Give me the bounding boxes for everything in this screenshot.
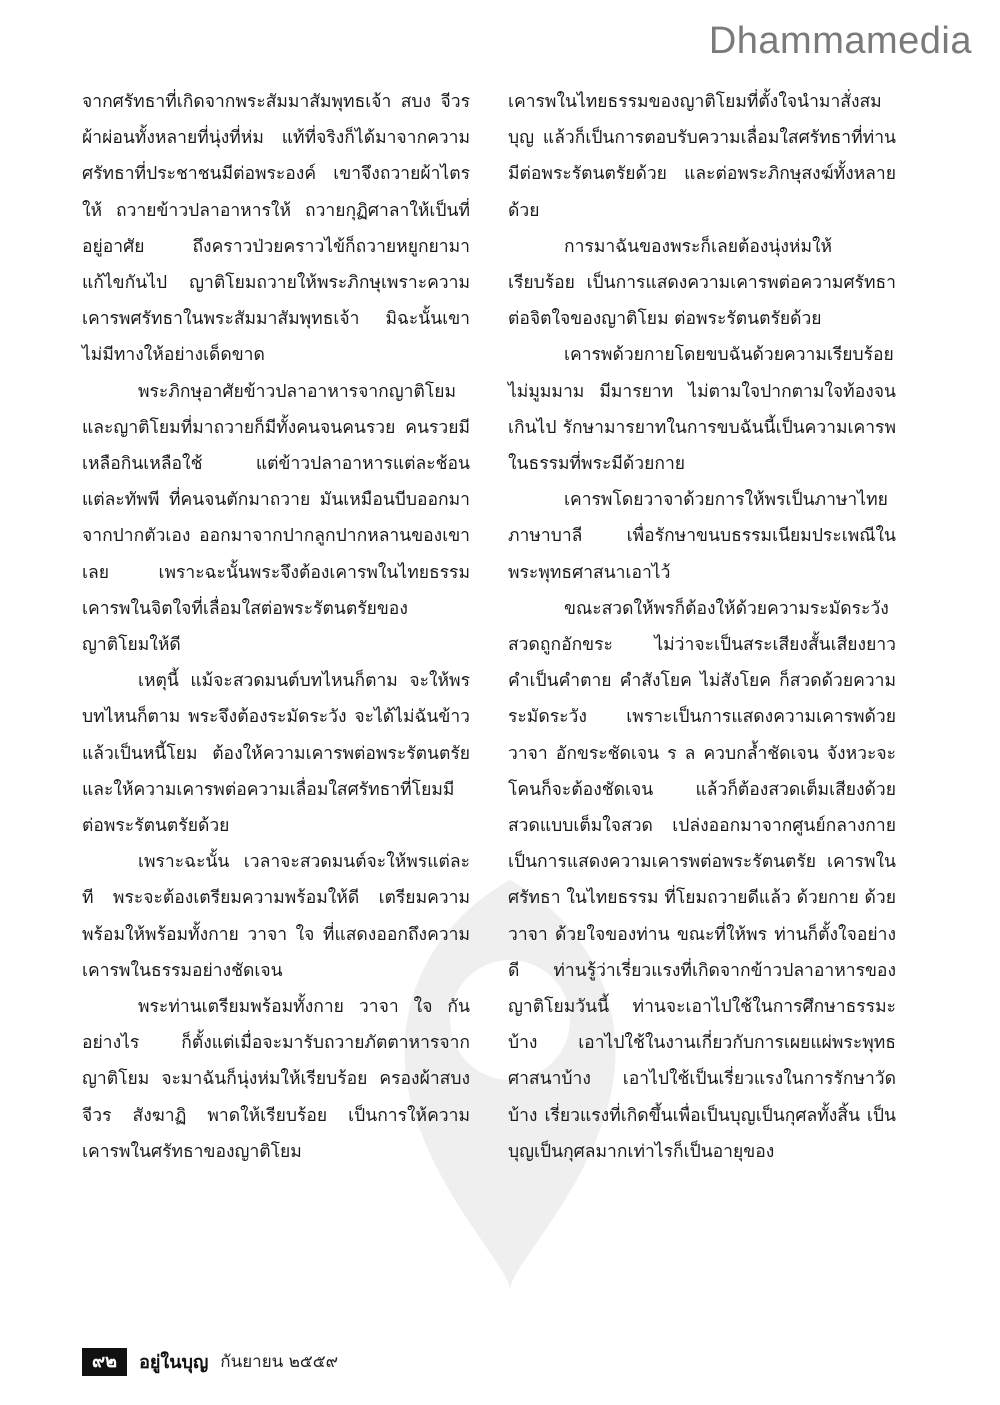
paragraph: พระภิกษุอาศัยข้าวปลาอาหารจากญาติโยม และญาติโยมที่มาถวายก็มีทั้งคนจนคนรวย คนรวยมีเหลือกินเหลือใช้ แต่ข้าวปลาอาหารแต่ละช้อน แต่ละทัพพี ที่คนจนตักมาถวาย มันเหมือนบีบออกมาจากปากตัวเอง ออกมาจากปากลูกปากหลานของเขาเลย เพราะฉะนั้นพระจึงต้องเคารพในไทยธรรม เคารพในจิตใจที่เลื่อมใสต่อพระรัตนตรัยของญาติโยมให้ดี: [82, 381, 470, 656]
magazine-title: อยู่ในบุญ: [139, 1352, 209, 1373]
left-column: [82, 84, 470, 1170]
brand-name: Dhammamedia: [708, 20, 972, 62]
paragraph: เคารพโดยวาจาด้วยการให้พรเป็นภาษาไทย ภาษาบาลี เพื่อรักษาขนบธรรมเนียมประเพณีในพระพุทธศาสนาเอาไว้: [508, 490, 896, 583]
paragraph: เหตุนี้ แม้จะสวดมนต์บทไหนก็ตาม จะให้พรบทไหนก็ตาม พระจึงต้องระมัดระวัง จะได้ไม่ฉันข้าวแล้วเป็นหนี้โยม ต้องให้ความเคารพต่อพระรัตนตรัย และให้ความเคารพต่อความเลื่อมใสศรัทธาที่โยมมีต่อพระรัตนตรัยด้วย: [82, 671, 470, 837]
page-footer: [82, 1347, 338, 1376]
paragraph: จากศรัทธาที่เกิดจากพระสัมมาสัมพุทธเจ้า สบง จีวร ผ้าผ่อนทั้งหลายที่นุ่งที่ห่ม แท้ที่จริงก็ได้มาจากความศรัทธาที่ประชาชนมีต่อพระองค์ เขาจึงถวายผ้าไตรให้ ถวายข้าวปลาอาหารให้ ถวายกุฏิศาลาให้เป็นที่อยู่อาศัย ถึงคราวป่วยคราวไข้ก็ถวายหยูกยามาแก้ไขกันไป ญาติโยมถวายให้พระภิกษุเพราะความเคารพศรัทธาในพระสัมมาสัมพุทธเจ้า มิฉะนั้นเขาไม่มีทางให้อย่างเด็ดขาด: [82, 92, 470, 366]
paragraph: การมาฉันของพระก็เลยต้องนุ่งห่มให้เรียบร้อย เป็นการแสดงความเคารพต่อความศรัทธา ต่อจิตใจของญาติโยม ต่อพระรัตนตรัยด้วย: [508, 236, 896, 330]
paragraph: ขณะสวดให้พรก็ต้องให้ด้วยความระมัดระวัง สวดถูกอักขระ ไม่ว่าจะเป็นสระเสียงสั้นเสียงยาว คำเป็นคำตาย คำสังโยค ไม่สังโยค ก็สวดด้วยความระมัดระวัง เพราะเป็นการแสดงความเคารพด้วยวาจา อักขระชัดเจน ร ล ควบกล้ำชัดเจน จังหวะจะโคนก็จะต้องชัดเจน แล้วก็ต้องสวดเต็มเสียงด้วย สวดแบบเต็มใจสวด เปล่งออกมาจากศูนย์กลางกาย เป็นการแสดงความเคารพต่อพระรัตนตรัย เคารพในศรัทธา ในไทยธรรม ที่โยมถวายดีแล้ว ด้วยกาย ด้วยวาจา ด้วยใจของท่าน ขณะที่ให้พร ท่านก็ตั้งใจอย่างดี ท่านรู้ว่าเรี่ยวแรงที่เกิดจากข้าวปลาอาหารของญาติโยมวันนี้ ท่านจะเอาไปใช้ในการศึกษาธรรมะบ้าง เอาไปใช้ในงานเกี่ยวกับการเผยแผ่พระพุทธศาสนาบ้าง เอาไปใช้เป็นเรี่ยวแรงในการรักษาวัดบ้าง เรี่ยวแรงที่เกิดขึ้นเพื่อเป็นบุญเป็นกุศลทั้งสิ้น เป็นบุญเป็นกุศลมากเท่าไรก็เป็นอายุของ: [508, 598, 896, 1162]
page-number: ๙๒: [82, 1348, 127, 1376]
paragraph: เคารพในไทยธรรมของญาติโยมที่ตั้งใจนำมาสั่งสมบุญ แล้วก็เป็นการตอบรับความเลื่อมใสศรัทธาที่ท่านมีต่อพระรัตนตรัยด้วย และต่อพระภิกษุสงฆ์ทั้งหลายด้วย: [508, 92, 896, 221]
paragraph: เพราะฉะนั้น เวลาจะสวดมนต์จะให้พรแต่ละที พระจะต้องเตรียมความพร้อมให้ดี เตรียมความพร้อมให้พร้อมทั้งกาย วาจา ใจ ที่แสดงออกถึงความเคารพในธรรมอย่างชัดเจน: [82, 852, 470, 981]
issue-date: กันยายน ๒๕๕๙: [220, 1352, 339, 1372]
paragraph: พระท่านเตรียมพร้อมทั้งกาย วาจา ใจ กันอย่างไร ก็ตั้งแต่เมื่อจะมารับถวายภัตตาหารจากญาติโยม จะมาฉันก็นุ่งห่มให้เรียบร้อย ครองผ้าสบง จีวร สังฆาฏิ พาดให้เรียบร้อย เป็นการให้ความเคารพในศรัทธาของญาติโยม: [82, 997, 470, 1162]
right-column: [508, 84, 896, 1170]
paragraph: เคารพด้วยกายโดยขบฉันด้วยความเรียบร้อย ไม่มูมมาม มีมารยาท ไม่ตามใจปากตามใจท้องจนเกินไป รักษามารยาทในการขบฉันนี้เป็นความเคารพในธรรมที่พระมีด้วยกาย: [508, 345, 896, 475]
